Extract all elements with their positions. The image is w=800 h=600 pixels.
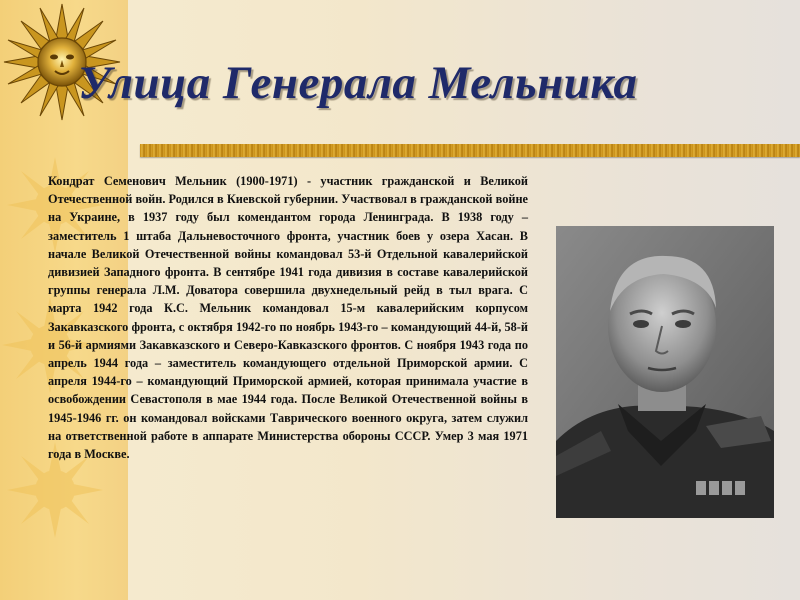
slide-title: Улица Генерала Мельника bbox=[78, 57, 638, 109]
portrait-photo bbox=[556, 226, 774, 518]
title-divider bbox=[140, 144, 800, 157]
biography-text: Кондрат Семенович Мельник (1900-1971) - участник гражданской и Великой Отечественной войн. Родился в Киевской губернии. Участвовал в гражданской войне на Украине, в 1937 году был комендантом города Ленинграда. В 1938 году – заместитель 1 штаба Дальневосточного фронта, участник боев у озера Хасан. В начале Великой Отечественной войны командовал 53-й Отдельной кавалерийской дивизией Западного фронта. В сентябре 1941 года дивизия в составе кавалерийской группы генерала Л.М. Доватора совершила двухнедельный рейд в тыл врага. С марта 1942 года К.С. Мельник командовал 15-м кавалерийским корпусом Закавказского фронта, с октября 1942-го по ноябрь 1943-го – командующий 44-й, 58-й и 56-й армиями Закавказского и Северо-Кавказского фронтов. С ноября 1943 года по апрель 1944 года – заместитель командующего отдельной Приморской армии. С апреля 1944-го – командующий Приморской армией, которая принимала участие в освобождении Севастополя в мае 1944 года. После Великой Отечественной войны в 1945-1946 гг. он командовал войсками Таврического военного округа, затем служил на ответственной работе в аппарате Министерства обороны СССР. Умер 3 мая 1971 года в Москве. bbox=[48, 174, 528, 462]
